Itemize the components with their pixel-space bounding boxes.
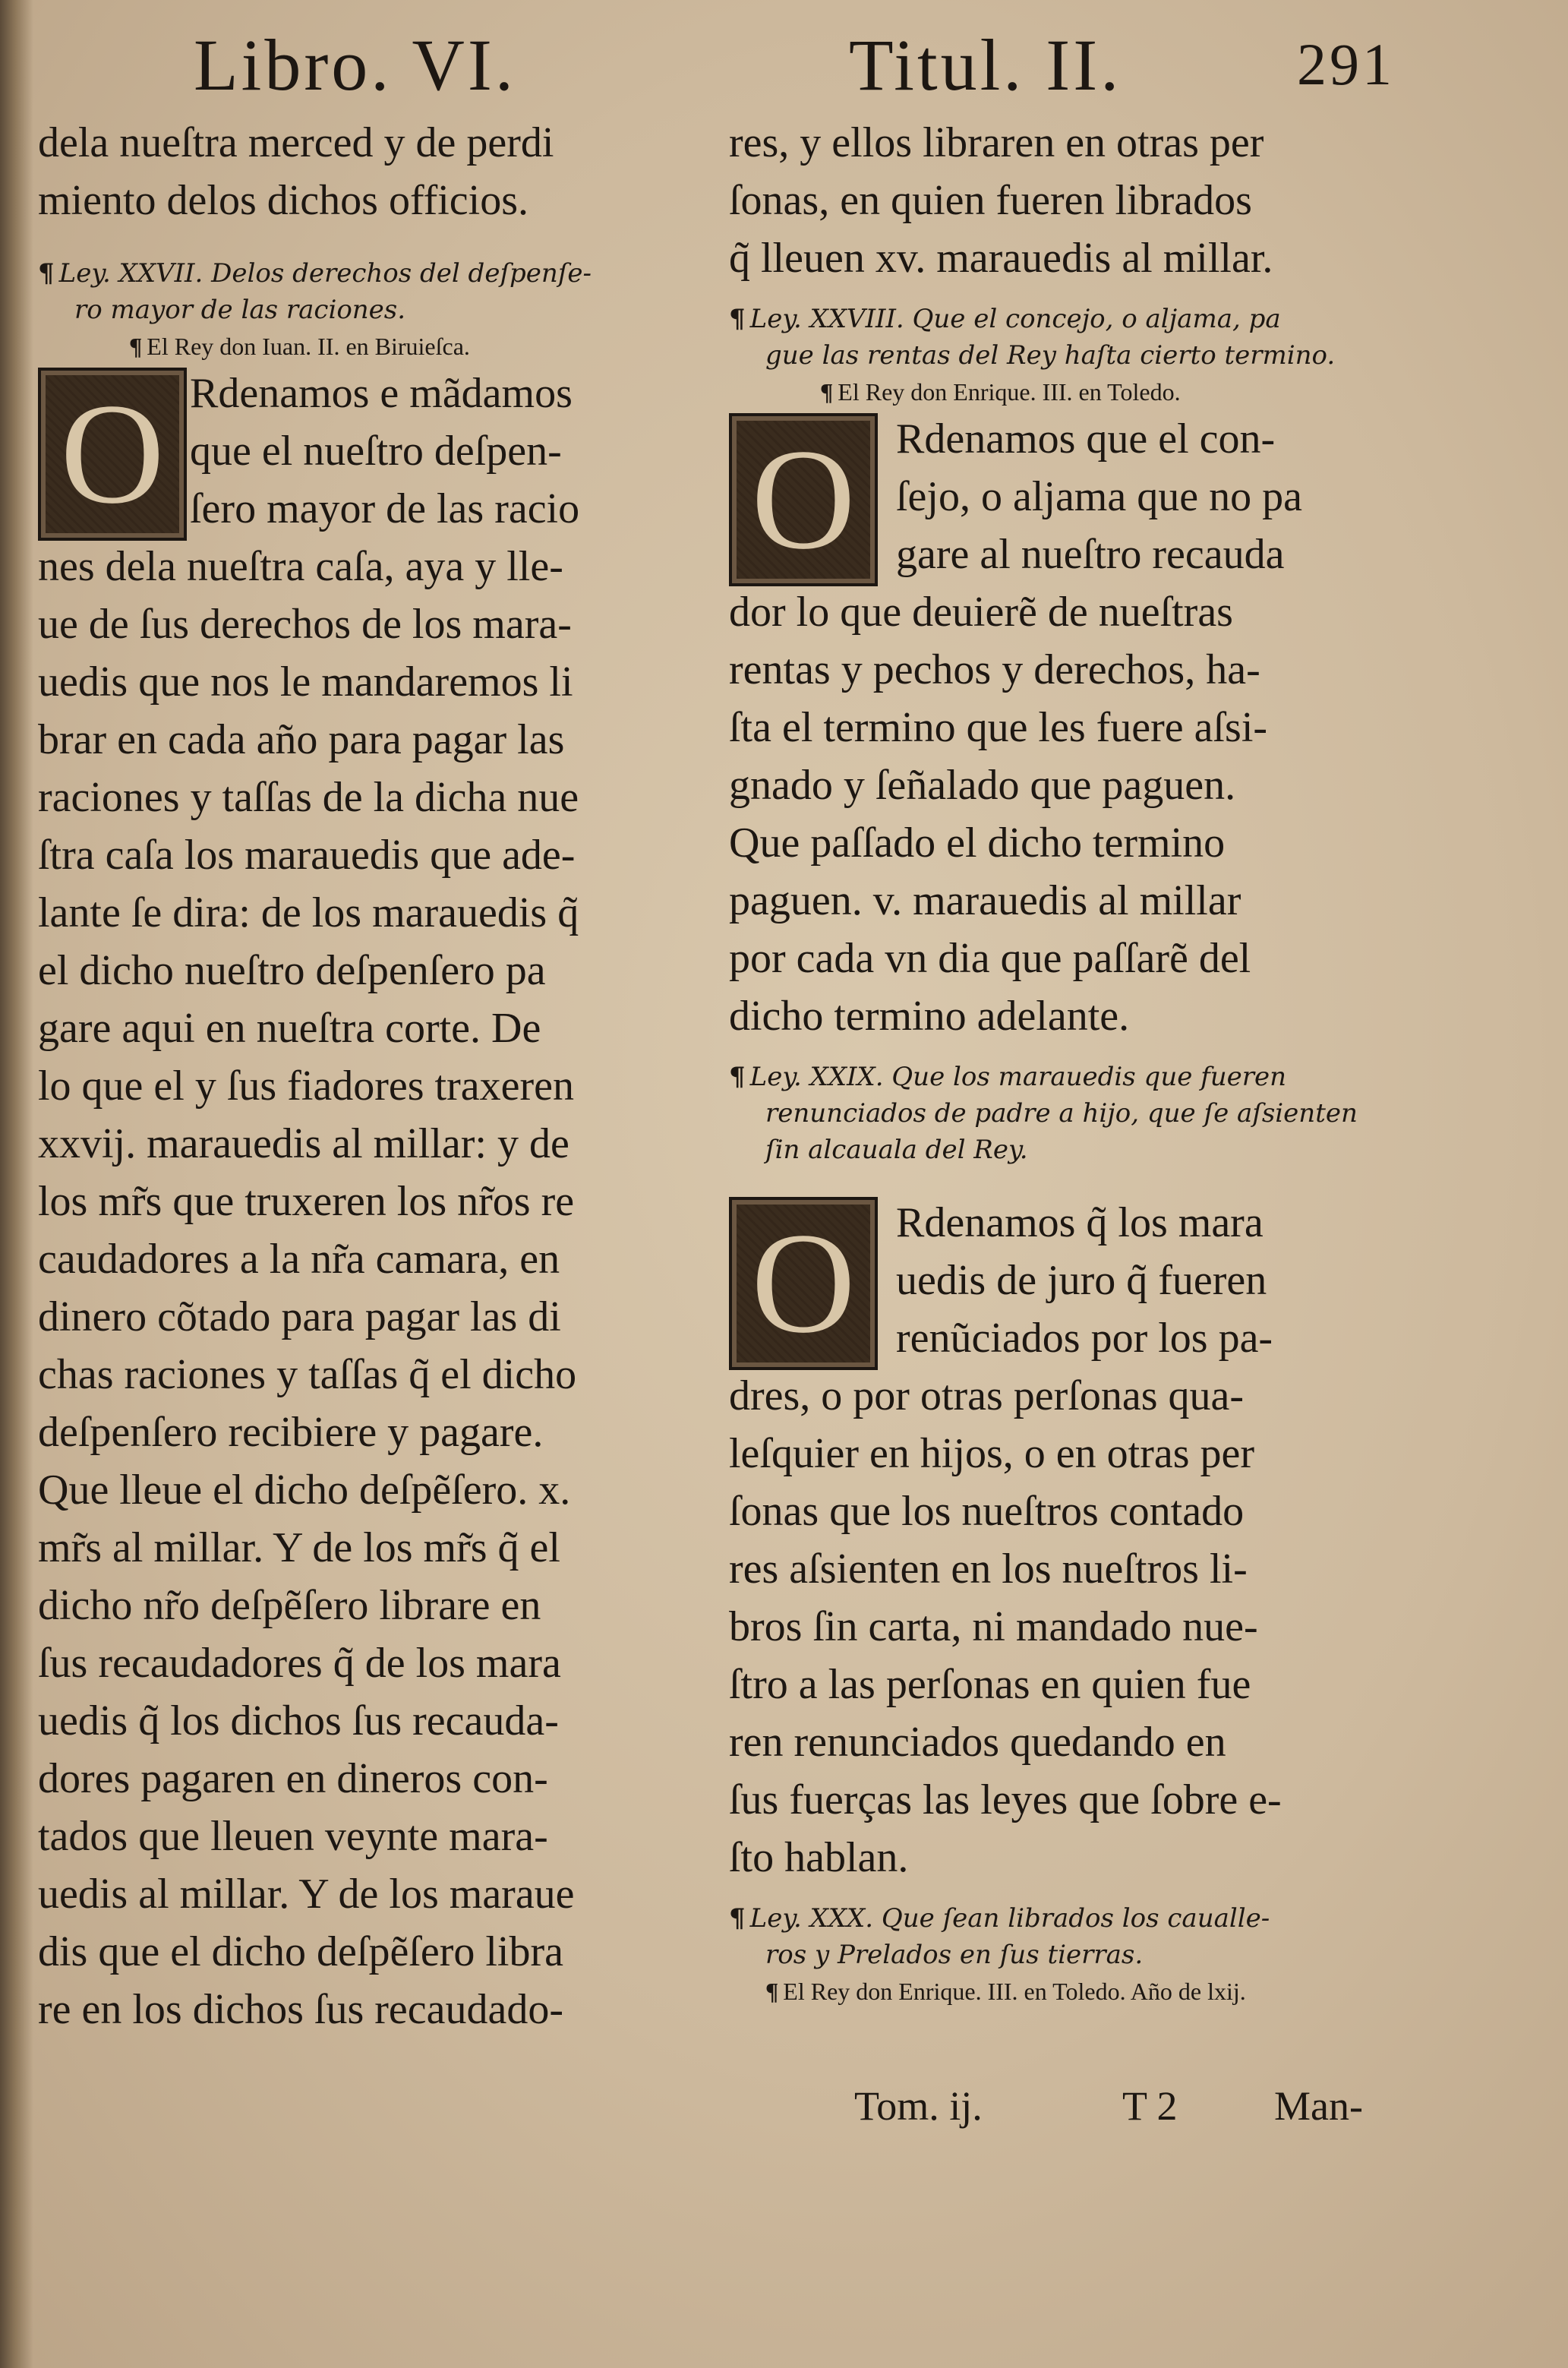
text-line: ue de ſus derechos de los mara- [38,601,572,648]
text-line: uedis q̃ los dichos ſus recauda- [38,1697,559,1744]
text-line: Rdenamos que el con- [896,415,1276,463]
law-heading [38,255,706,292]
law-body [38,365,706,2038]
law-attribution [729,1973,1382,2010]
text-line: ſejo, o aljama que no pa [896,473,1302,520]
text-line: dores pagaren en dineros con- [38,1755,548,1802]
running-header [0,23,1568,106]
law-heading-line: renunciados de padre a hijo, que ſe aſsienten [765,1098,1358,1129]
text-line: tados que lleuen veynte mara- [38,1813,548,1860]
text-line: ſero mayor de las racio [190,485,580,532]
law-heading-line: gue las rentas del Rey haſta cierto termino. [765,340,1336,371]
text-line: dicho nr̃o deſpẽſero librare en [38,1582,541,1629]
text-line: caudadores a la nr̃a camara, en [38,1236,560,1283]
text-line: dres, o por otras perſonas qua- [729,1372,1245,1419]
text-line: chas raciones y taſſas q̃ el dicho [38,1351,577,1398]
decorated-initial: O [729,1197,878,1370]
text-line: gare al nueſtro recauda [896,531,1285,578]
pilcrow-icon: ¶ [38,258,55,289]
decorated-initial: O [729,413,878,586]
law-heading-line: Ley. XXVII. Delos derechos del deſpenſe- [58,258,592,289]
page-number: 291 [1297,31,1395,97]
law-attribution [729,374,1382,410]
page-gutter-shadow [0,0,33,2368]
text-line: deſpenſero recibiere y pagare. [38,1409,544,1456]
footer-volume: Tom. ij. [854,2083,983,2129]
law-body [729,1194,1382,1887]
header-book: Libro. VI. [194,24,516,106]
law-heading-line: Ley. XXIX. Que los marauedis que fueren [749,1062,1287,1092]
text-line: que el nueſtro deſpen- [190,428,562,475]
text-line: miento delos dichos officios. [38,177,528,224]
text-line: los mr̃s que truxeren los nr̃os re [38,1178,575,1225]
law-heading-line: ſin alcauala del Rey. [765,1135,1028,1165]
law-heading-line: Ley. XXVIII. Que el concejo, o aljama, pa [749,304,1281,334]
law-heading [729,301,1382,337]
text-line: lo que el y ſus fiadores traxeren [38,1062,574,1110]
law-heading [729,1059,1382,1095]
text-line: rentas y pechos y derechos, ha- [729,646,1260,693]
text-line: q̃ lleuen xv. marauedis al millar. [729,235,1273,282]
text-line: gare aqui en nueſtra corte. De [38,1005,541,1052]
pilcrow-icon: ¶ [820,378,834,406]
text-line: dinero cõtado para pagar las di [38,1293,561,1340]
text-line: dela nueſtra merced y de perdi [38,119,554,166]
pilcrow-icon: ¶ [729,1903,746,1934]
text-line: lante ſe dira: de los marauedis q̃ [38,889,579,936]
text-line: ſus fuerças las leyes que ſobre e- [729,1776,1282,1823]
left-column [38,114,706,2038]
text-line: ſta el termino que les fuere aſsi- [729,704,1268,751]
footer-signature: T 2 [1122,2083,1178,2129]
text-line: ſus recaudadores q̃ de los mara [38,1640,561,1687]
text-line: dor lo que deuierẽ de nueſtras [729,589,1233,636]
attribution-text: El Rey don Enrique. III. en Toledo. [838,378,1181,406]
text-line: Rdenamos e mãdamos [190,370,573,417]
text-line: ren renunciados quedando en [729,1719,1226,1766]
text-line: xxvij. marauedis al millar: y de [38,1120,569,1167]
text-line: res aſsienten en los nueſtros li- [729,1546,1248,1593]
pilcrow-icon: ¶ [729,1062,746,1092]
text-line: bros ſin carta, ni mandado nue- [729,1603,1258,1650]
text-line: Rdenamos q̃ los mara [896,1199,1264,1246]
text-line: el dicho nueſtro deſpenſero pa [38,947,546,994]
text-line: paguen. v. marauedis al millar [729,877,1241,924]
text-line: ſto hablan. [729,1834,909,1881]
text-line: uedis al millar. Y de los maraue [38,1871,575,1918]
text-line: gnado y ſeñalado que paguen. [729,762,1236,809]
law-heading [729,1900,1382,1937]
footer-catchword: Man- [1274,2083,1363,2129]
right-column [729,114,1382,2010]
text-line: re en los dichos ſus recaudado- [38,1986,563,2033]
text-line: leſquier en hijos, o en otras per [729,1430,1255,1477]
pilcrow-icon: ¶ [129,333,143,360]
text-line: uedis de juro q̃ fueren [896,1257,1267,1304]
law-heading-line: Ley. XXX. Que ſean librados los caualle- [749,1903,1270,1934]
attribution-text: El Rey don Enrique. III. en Toledo. Año de lxij. [783,1978,1246,2005]
text-line: Que paſſado el dicho termino [729,819,1226,867]
text-line: ſtro a las perſonas en quien fue [729,1661,1251,1708]
text-line: uedis que nos le mandaremos li [38,658,573,706]
text-line: brar en cada año para pagar las [38,716,565,763]
text-line: por cada vn dia que paſſarẽ del [729,935,1251,982]
text-line: ſonas que los nueſtros contado [729,1488,1245,1535]
law-heading-line: ros y Prelados en ſus tierras. [765,1940,1144,1970]
law-body [729,410,1382,1045]
text-line: mr̃s al millar. Y de los mr̃s q̃ el [38,1524,560,1571]
text-line: dis que el dicho deſpẽſero libra [38,1928,563,1975]
text-line: ſtra caſa los marauedis que ade- [38,832,576,879]
text-line: renũciados por los pa- [896,1315,1273,1362]
pilcrow-icon: ¶ [729,304,746,334]
pilcrow-icon: ¶ [765,1978,779,2005]
text-line: res, y ellos libraren en otras per [729,119,1264,166]
decorated-initial: O [38,368,187,541]
header-title: Titul. II. [849,24,1122,106]
text-line: dicho termino adelante. [729,993,1130,1040]
attribution-text: El Rey don Iuan. II. en Biruieſca. [147,333,470,360]
law-attribution [38,328,706,365]
text-line: nes dela nueſtra caſa, aya y lle- [38,543,563,590]
law-heading-line: ro mayor de las raciones. [74,295,406,325]
text-line: ſonas, en quien fueren librados [729,177,1252,224]
text-line: Que lleue el dicho deſpẽſero. x. [38,1467,571,1514]
text-line: raciones y taſſas de la dicha nue [38,774,579,821]
